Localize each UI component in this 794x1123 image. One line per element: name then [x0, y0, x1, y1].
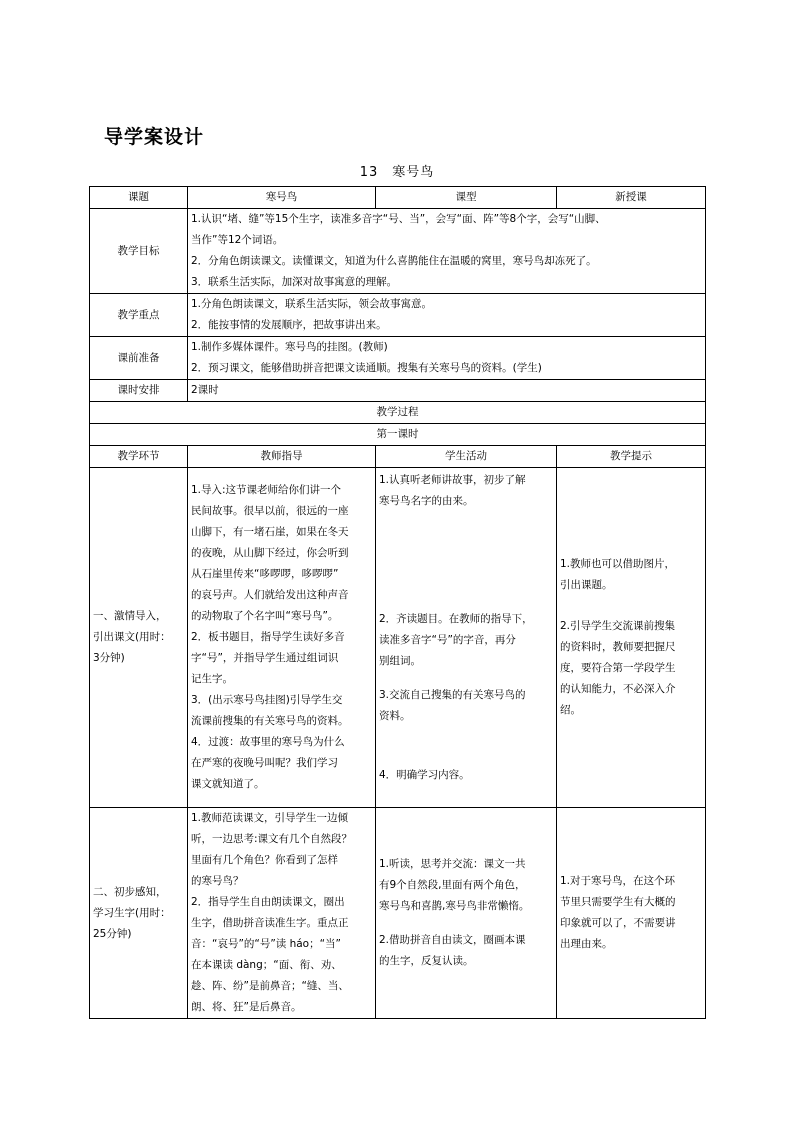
student-line: 的生字，反复认读。 [379, 955, 474, 967]
preparation-line: 2．预习课文，能够借助拼音把课文读通顺。搜集有关寒号鸟的资料。(学生) [191, 362, 542, 374]
lesson-title: 寒号鸟 [392, 165, 435, 180]
teacher-line: 2．指导学生自由朗读课文，圈出 [191, 896, 345, 908]
key-point-line: 1.分角色朗读课文，联系生活实际，领会故事寓意。 [191, 298, 433, 310]
first-lesson-row [90, 424, 706, 446]
stage-line: 学习生字(用时： [93, 906, 171, 919]
teacher-guidance-cell [188, 468, 376, 808]
student-line: 读准多音字“号”的字音，再分 [379, 634, 516, 646]
teaching-tips-cell [557, 468, 706, 808]
first-lesson-title: 第一课时 [90, 424, 706, 446]
teacher-line: 课文就知道了。 [191, 778, 265, 790]
goals-line: 3．联系生活实际，加深对故事寓意的理解。 [191, 276, 398, 288]
teacher-line: 的夜晚，从山脚下经过，你会听到 [191, 547, 349, 559]
stage-cell [90, 468, 188, 808]
tips-line: 引出课题。 [560, 579, 613, 591]
teacher-line: 音：“哀号”的“号”读 háo；“当” [191, 938, 341, 950]
tips-line: 绍。 [560, 704, 581, 716]
column-header-student: 学生活动 [376, 446, 557, 468]
process-title: 教学过程 [90, 402, 706, 424]
student-line: 3.交流自己搜集的有关寒号鸟的 [379, 689, 526, 701]
schedule-label: 课时安排 [90, 380, 188, 402]
goals-row [90, 209, 706, 294]
goals-line: 当作”等12个词语。 [191, 234, 284, 246]
teacher-line: 的哀号声。人们就给发出这种声音 [191, 589, 349, 601]
schedule-value: 2课时 [188, 380, 706, 402]
column-header-stage: 教学环节 [90, 446, 188, 468]
type-value: 新授课 [557, 187, 706, 209]
teacher-line: 山脚下，有一堵石崖，如果在冬天 [191, 526, 349, 538]
teacher-line: 3．(出示寒号鸟挂图)引导学生交 [191, 694, 343, 706]
teacher-line: 的寒号鸟？ [191, 875, 244, 887]
teacher-line: 4．过渡：故事里的寒号鸟为什么 [191, 736, 345, 748]
student-line: 别组词。 [379, 655, 421, 667]
key-points-content [188, 294, 706, 337]
goals-label: 教学目标 [90, 209, 188, 294]
document-title: 导学案设计 [104, 126, 205, 148]
tips-line: 的认知能力，不必深入介 [560, 683, 676, 695]
goals-content [188, 209, 706, 294]
tips-line: 1.对于寒号鸟，在这个环 [560, 875, 676, 887]
teacher-line: 听，一边思考:课文有几个自然段？ [191, 833, 353, 845]
topic-label: 课题 [90, 187, 188, 209]
student-activity-cell [376, 808, 557, 1019]
lesson-plan-table [89, 186, 706, 1019]
process-title-row [90, 402, 706, 424]
topic-value: 寒号鸟 [188, 187, 376, 209]
tips-line: 印象就可以了，不需要讲 [560, 917, 676, 929]
schedule-row [90, 380, 706, 402]
preparation-row [90, 337, 706, 380]
teacher-line: 流课前搜集的有关寒号鸟的资料。 [191, 715, 349, 727]
columns-header-row [90, 446, 706, 468]
teacher-line: 字“号”，并指导学生通过组词识 [191, 652, 339, 664]
tips-line: 2.引导学生交流课前搜集 [560, 620, 676, 632]
teacher-line: 在严寒的夜晚号叫呢？我们学习 [191, 757, 338, 769]
type-label: 课型 [376, 187, 557, 209]
stage-row-1 [90, 468, 706, 808]
lesson-heading [0, 161, 794, 180]
tips-line: 节里只需要学生有大概的 [560, 896, 676, 908]
stage-line: 3分钟) [93, 652, 125, 664]
teacher-line: 里面有几个角色？你看到了怎样 [191, 854, 338, 866]
teacher-line: 记生字。 [191, 673, 233, 685]
column-header-tips: 教学提示 [557, 446, 706, 468]
column-header-teacher: 教师指导 [188, 446, 376, 468]
student-line: 1.听读，思考并交流：课文一共 [379, 858, 526, 870]
student-line: 寒号鸟名字的由来。 [379, 495, 474, 507]
teacher-line: 从石崖里传来“哆啰啰，哆啰啰” [191, 568, 339, 580]
key-point-line: 2．能按事情的发展顺序，把故事讲出来。 [191, 319, 387, 331]
preparation-line: 1.制作多媒体课件。寒号鸟的挂图。(教师) [191, 341, 388, 353]
student-line: 2．齐读题目。在教师的指导下， [379, 613, 533, 625]
preparation-label: 课前准备 [90, 337, 188, 380]
goals-line: 2．分角色朗读课文。读懂课文，知道为什么喜鹊能住在温暖的窝里，寒号鸟却冻死了。 [191, 255, 597, 267]
student-line: 2.借助拼音自由读文，圈画本课 [379, 934, 526, 946]
teacher-line: 朗、将、狂”是后鼻音。 [191, 1001, 302, 1013]
goals-line: 1.认识“堵、缝”等15个生字，读准多音字“号、当”，会写“面、阵”等8个字，会写“山脚、 [191, 213, 606, 225]
teacher-line: 在本课读 dàng；“面、衔、劝、 [191, 959, 342, 971]
stage-line: 25分钟) [93, 927, 132, 940]
student-line: 4．明确学习内容。 [379, 769, 470, 781]
student-line: 资料。 [379, 710, 411, 722]
student-line: 有9个自然段,里面有两个角色， [379, 879, 526, 891]
teacher-line: 1.教师范读课文，引导学生一边倾 [191, 812, 349, 824]
teacher-line: 的动物取了个名字叫“寒号鸟”。 [191, 610, 339, 622]
teacher-line: 民间故事。很早以前，很远的一座 [191, 505, 349, 517]
student-activity-cell [376, 468, 557, 808]
teacher-line: 2．板书题目，指导学生读好多音 [191, 631, 345, 643]
tips-line: 度，要符合第一学段学生 [560, 662, 676, 674]
preparation-content [188, 337, 706, 380]
key-points-row [90, 294, 706, 337]
stage-line: 一、激情导入， [93, 610, 167, 622]
teacher-line: 趁、阵、纷”是前鼻音；“缝、当、 [191, 980, 349, 992]
teacher-line: 生字，借助拼音读准生字。重点正 [191, 917, 349, 929]
teacher-guidance-cell [188, 808, 376, 1019]
key-points-label: 教学重点 [90, 294, 188, 337]
lesson-number: 13 [359, 165, 379, 180]
stage-cell [90, 808, 188, 1019]
teacher-line: 1.导入:这节课老师给你们讲一个 [191, 484, 342, 496]
stage-line: 二、初步感知， [93, 885, 167, 898]
header-row [90, 187, 706, 209]
student-line: 寒号鸟和喜鹊,寒号鸟非常懒惰。 [379, 900, 530, 912]
stage-line: 引出课文(用时： [93, 631, 171, 643]
tips-line: 出理由来。 [560, 938, 613, 950]
student-line: 1.认真听老师讲故事，初步了解 [379, 474, 526, 486]
teaching-tips-cell [557, 808, 706, 1019]
tips-line: 的资料时，教师要把握尺 [560, 641, 676, 653]
tips-line: 1.教师也可以借助图片， [560, 558, 676, 570]
stage-row-2 [90, 808, 706, 1019]
